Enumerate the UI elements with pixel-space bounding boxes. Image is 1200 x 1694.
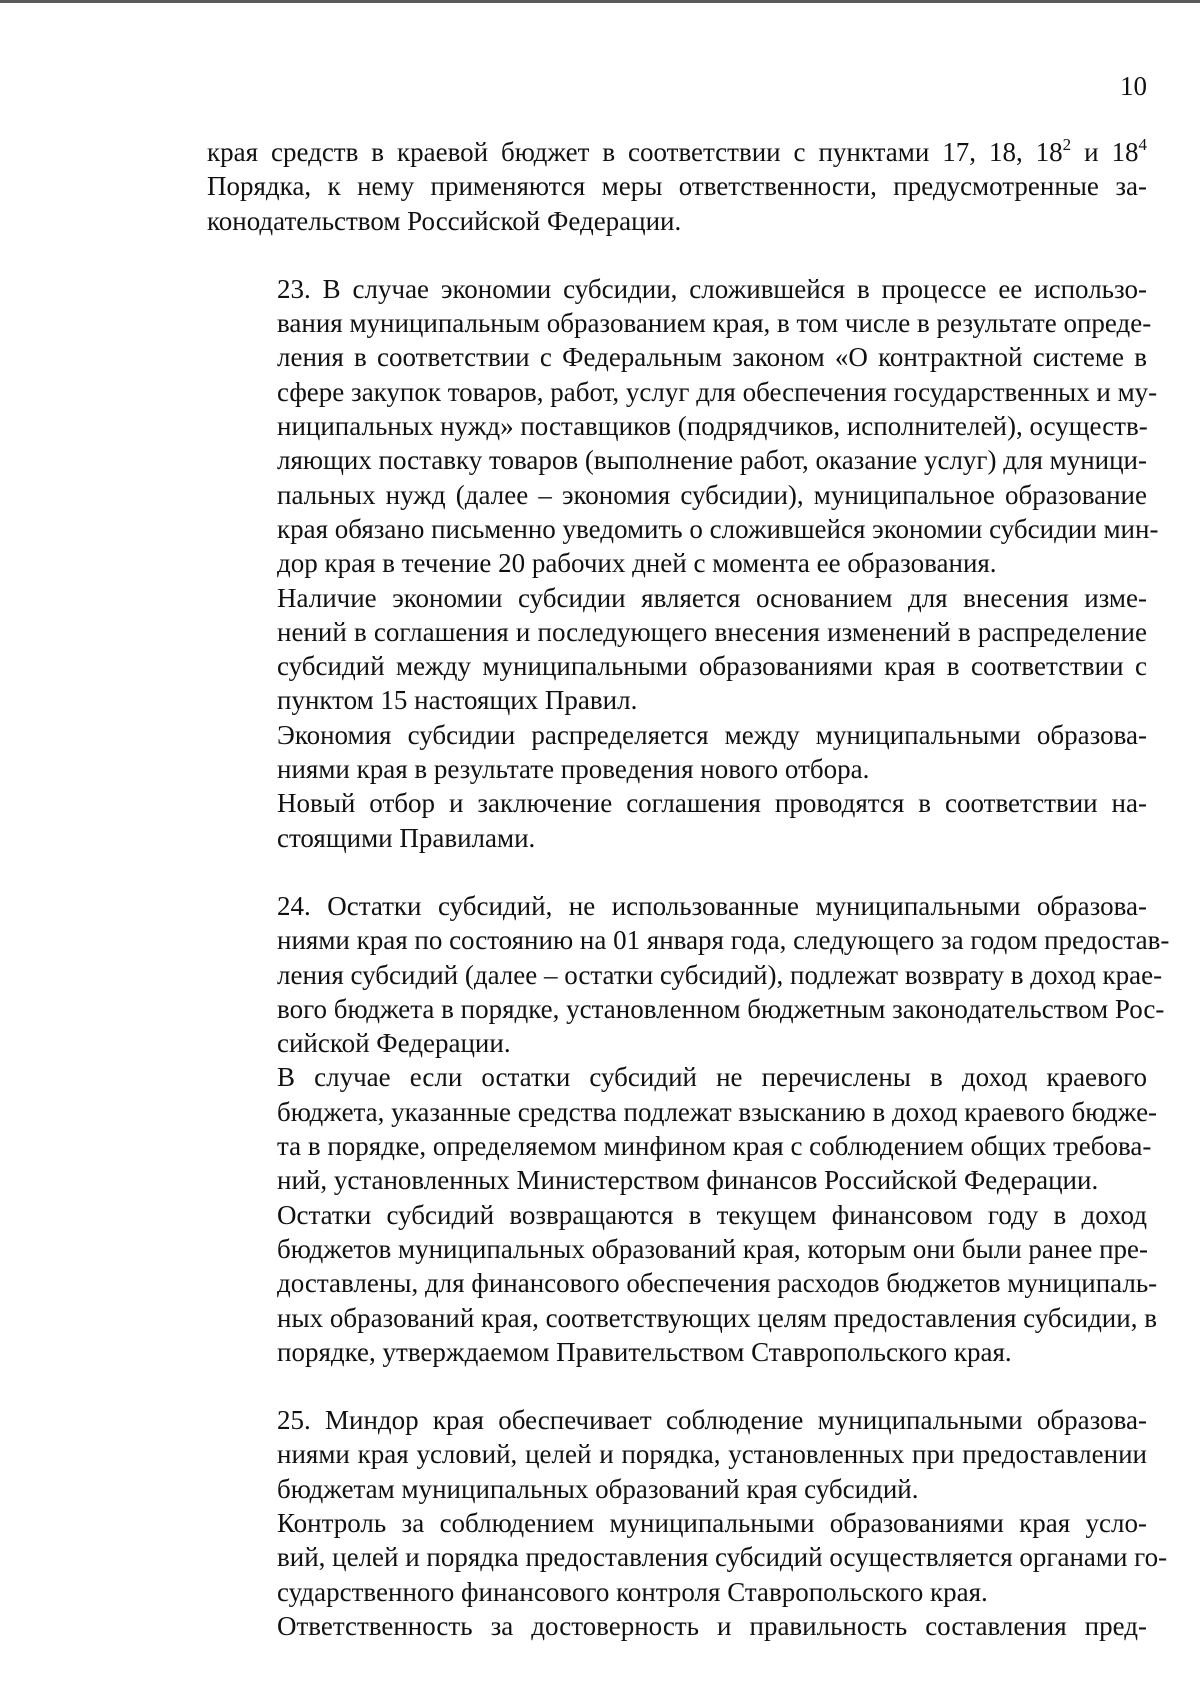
paragraph-25-responsibility: [207, 1609, 1147, 1643]
text-line: сфере закупок товаров, работ, услуг для обеспечения государственных и му-: [277, 376, 1158, 407]
text-line: края средств в краевой бюджет в соответствии с пунктами 17, 18, $18^2$ и $18^4$: [207, 135, 1147, 167]
paragraph-24-return: [207, 1198, 1158, 1369]
text-line: Экономия субсидии распределяется между муниципальными образова-: [277, 719, 1147, 750]
paragraph-23-distribution: [207, 718, 1147, 787]
text-line: Новый отбор и заключение соглашения проводятся в соответствии на-: [277, 788, 1147, 819]
top-border-rule: [0, 0, 1200, 3]
text-line: ниями края по состоянию на 01 января года, следующего за годом предостав-: [277, 925, 1170, 956]
text-line: 25. Миндор края обеспечивает соблюдение муниципальными образова-: [277, 1405, 1147, 1436]
text-line: Ответственность за достоверность и правильность составления пред-: [277, 1610, 1147, 1641]
text-line: вий, целей и порядка предоставления субсидий осуществляется органами го-: [277, 1542, 1168, 1573]
text-line: ниями края в результате проведения нового отбора.: [277, 754, 870, 785]
paragraph-23-basis-for-changes: [207, 581, 1147, 718]
text-line: субсидий между муниципальными образованиями края в соответствии с: [277, 651, 1147, 682]
superscript: 4: [1138, 135, 1147, 154]
text-line: ления субсидий (далее – остатки субсидий), подлежат возврату в доход крае-: [277, 959, 1163, 990]
text-line: вого бюджета в порядке, установленном бюджетным законодательством Рос-: [277, 993, 1165, 1024]
text-line: Наличие экономии субсидии является основанием для внесения изме-: [277, 582, 1147, 613]
text-line: нений в соглашения и последующего внесения изменений в распределение: [277, 616, 1147, 647]
text-line: ных образований края, соответствующих целям предоставления субсидии, в: [277, 1302, 1157, 1333]
superscript: 2: [1062, 135, 1072, 154]
text-line: бюджетам муниципальных образований края субсидий.: [277, 1473, 919, 1504]
text-line: 24. Остатки субсидий, не использованные муниципальными образова-: [277, 890, 1147, 921]
paragraph-25-control: [207, 1506, 1168, 1609]
text-line: пунктом 15 настоящих Правил.: [277, 685, 638, 716]
paragraph-23-economy-notification: [207, 272, 1159, 581]
text-line: ления в соответствии с Федеральным законом «О контрактной системе в: [277, 342, 1147, 373]
text-line: 23. В случае экономии субсидии, сложившейся в процессе ее использо-: [277, 273, 1147, 304]
text-line: бюджетов муниципальных образований края, которым они были ранее пре-: [277, 1233, 1148, 1264]
text-line: В случае если остатки субсидий не перечислены в доход краевого: [277, 1062, 1147, 1093]
document-body: [207, 135, 1170, 1643]
text-line: ниципальных нужд» поставщиков (подрядчиков, исполнителей), осуществ-: [277, 411, 1148, 442]
text-line: стоящими Правилами.: [277, 822, 536, 853]
text-line: ниями края условий, целей и порядка, установленных при предоставлении: [277, 1439, 1147, 1470]
text-line: дор края в течение 20 рабочих дней с момента ее образования.: [277, 548, 997, 579]
text-line: ний, установленных Министерством финансов Российской Федерации.: [277, 1165, 1099, 1196]
text-line: конодательством Российской Федерации.: [207, 205, 682, 236]
text-line: сударственного финансового контроля Ставропольского края.: [277, 1576, 988, 1607]
text-line: бюджета, указанные средства подлежат взысканию в доход краевого бюдже-: [277, 1096, 1158, 1127]
text-line: Контроль за соблюдением муниципальными образованиями края усло-: [277, 1507, 1147, 1538]
paragraph-intro-continuation: [207, 135, 1147, 238]
paragraph-23-new-selection: [207, 786, 1147, 855]
text-line: Остатки субсидий возвращаются в текущем финансовом году в доход: [277, 1199, 1147, 1230]
text-line: пальных нужд (далее – экономия субсидии), муниципальное образование: [277, 479, 1147, 510]
text-line: вания муниципальным образованием края, в том числе в результате опреде-: [277, 308, 1152, 339]
page-number: 10: [1120, 71, 1147, 101]
text-line: Порядка, к нему применяются меры ответственности, предусмотренные за-: [207, 171, 1147, 202]
paragraph-24-recovery: [207, 1060, 1158, 1197]
text-line: порядке, утверждаемом Правительством Ставропольского края.: [277, 1336, 1012, 1367]
text-line: ляющих поставку товаров (выполнение работ, оказание услуг) для муници-: [277, 445, 1147, 476]
text-line: края обязано письменно уведомить о сложившейся экономии субсидии мин-: [277, 513, 1159, 544]
text-line: сийской Федерации.: [277, 1028, 511, 1059]
text-line: та в порядке, определяемом минфином края с соблюдением общих требова-: [277, 1131, 1152, 1162]
paragraph-25-compliance: [207, 1403, 1147, 1506]
text-line: доставлены, для финансового обеспечения расходов бюджетов муниципаль-: [277, 1268, 1158, 1299]
paragraph-24-unused-remainders: [207, 889, 1170, 1060]
